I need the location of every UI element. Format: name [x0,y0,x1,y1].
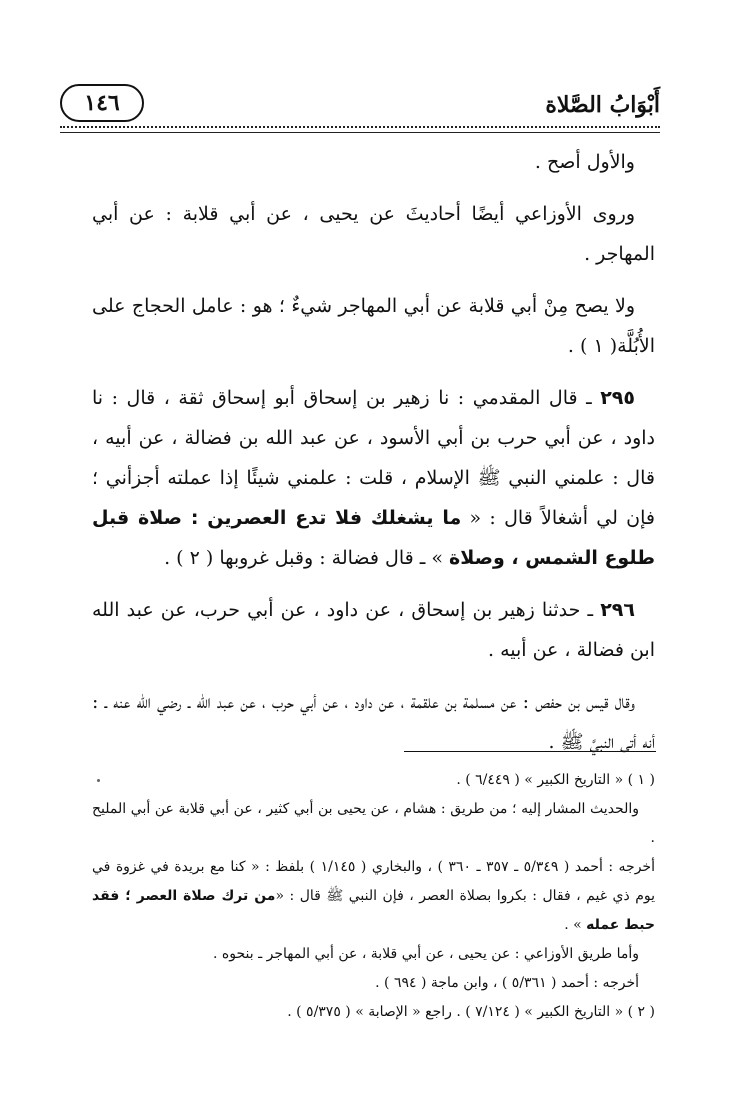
footnote-1-line: وأما طريق الأوزاعي : عن يحيى ، عن أبي قلابة ، عن أبي المهاجر ـ بنحوه . [213,946,639,962]
page-number: ١٤٦ [60,84,144,122]
footnotes [92,766,655,1027]
footnote-quote: من ترك صلاة العصر ؛ فقد حبط عمله [92,888,655,933]
footnote-1-line: والحديث المشار إليه ؛ من طريق : هشام ، عن يحيى بن أبي كثير ، عن أبي قلابة عن أبي المليح . [92,801,655,846]
footnote-text-end: » . [564,917,587,933]
paragraph-last: وقال قيس بن حفص : عن مسلمة بن علقمة ، عن داود ، عن أبي حرب ، عن عبد الله ـ رضي الله عنه ـ : أنه أتى النبيَّ ﷺ . [92,691,655,753]
footnote-1: ( ١ ) « التاريخ الكبير » ( ٦/٤٤٩ ) . [456,772,655,788]
paragraph-1: والأول أصح . [534,151,635,173]
footnote-1-line [92,853,655,940]
footnote-text: أخرجه : أحمد ( ٥/٣٤٩ ـ ٣٥٧ ـ ٣٦٠ ) ، والبخاري ( ١/١٤٥ ) بلفظ : « كنا مع بريدة في غزوة في يوم ذي غيم ، فقال : بكروا بصلاة العصر ، فإن النبي ﷺ قال : « [92,859,656,904]
hadith-text-end: » ـ قال فضالة : وقبل غروبها ( ٢ ) . [164,547,449,569]
chapter-title: أَبْوَابُ الصَّلاة [545,92,660,118]
hadith-text: ـ قال المقدمي : نا زهير بن إسحاق أبو إسحاق ثقة ، قال : نا داود ، عن أبي حرب بن أبي الأسود ، عن عبد الله بن فضالة ، عن أبيه ، قال : علمني النبي ﷺ الإسلام ، قلت : علمني شيئًا إذا عملته أجزأني ؛ فإن لي أشغالاً قال : « [92,387,655,529]
hadith-296 [92,590,655,670]
hadith-number: ٢٩٥ [600,387,635,409]
footnote-2: ( ٢ ) « التاريخ الكبير » ( ٧/١٢٤ ) . راجع « الإصابة » ( ٥/٣٧٥ ) . [287,1004,655,1020]
footnote-1-line: أخرجه : أحمد ( ٥/٣٦١ ) ، وابن ماجة ( ٦٩٤ ) . [375,975,639,991]
main-text [92,142,655,774]
hadith-quote: ما يشغلك فلا تدع العصرين : صلاة قبل طلوع الشمس ، وصلاة [92,507,655,569]
hadith-number: ٢٩٦ [600,599,635,621]
header-divider [60,126,660,133]
hadith-text: ـ حدثنا زهير بن إسحاق ، عن داود ، عن أبي حرب، عن عبد الله ابن فضالة ، عن أبيه . [92,599,655,661]
footnote-divider [404,751,656,752]
paragraph-2: وروى الأوزاعي أيضًا أحاديثَ عن يحيى ، عن أبي قلابة : عن أبي المهاجر . [92,203,655,265]
hadith-295 [92,378,655,578]
page-header [60,84,660,128]
paragraph-3: ولا يصح مِنْ أبي قلابة عن أبي المهاجر شيءٌ ؛ هو : عامل الحجاج على الأُبُلَّة( ١ ) . [92,295,655,357]
